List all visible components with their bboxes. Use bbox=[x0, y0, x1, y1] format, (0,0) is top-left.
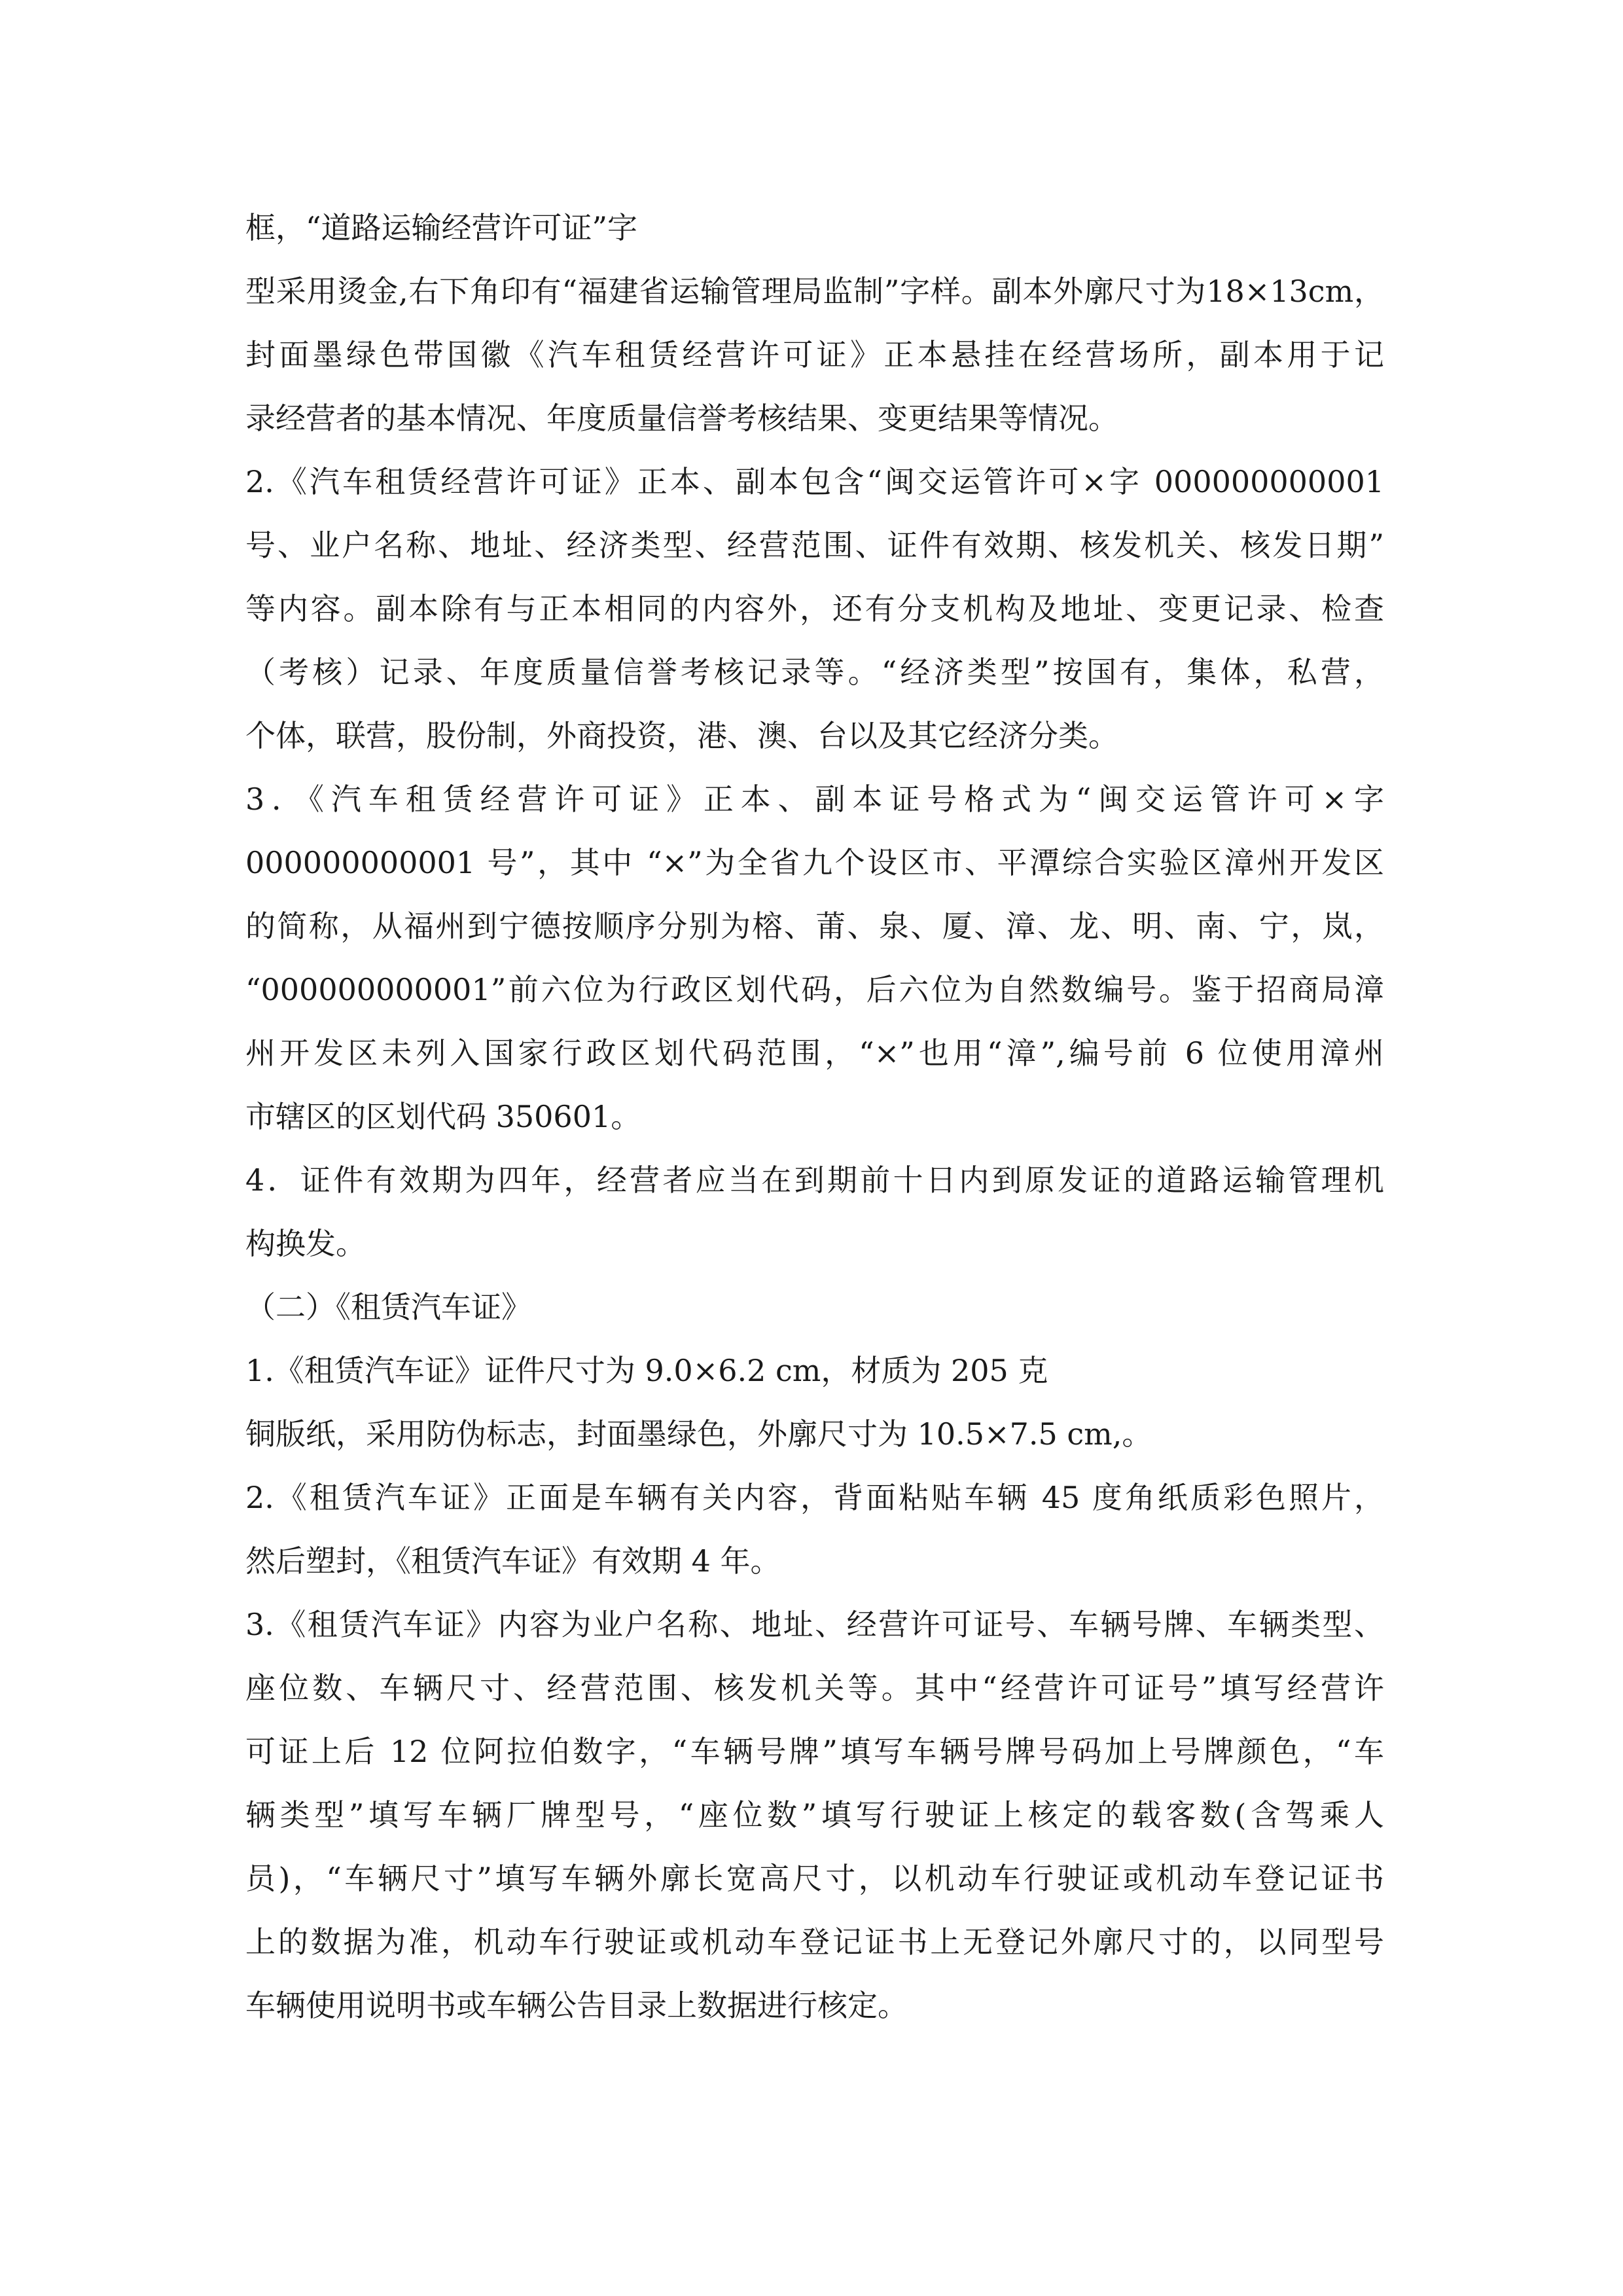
text-line: 号、业户名称、地址、经济类型、经营范围、证件有效期、核发机关、核发日期” bbox=[245, 528, 1384, 563]
text-line: 1.《租赁汽车证》证件尺寸为 9.0×6.2 cm，材质为 205 克 bbox=[245, 1353, 1048, 1388]
text-line: 3．《汽车租赁经营许可证》正本、副本证号格式为“闽交运管许可×字 bbox=[245, 781, 1384, 817]
text-line: （考核）记录、年度质量信誉考核记录等。“经济类型”按国有，集体，私营， bbox=[245, 655, 1384, 690]
text-line: 型采用烫金,右下角印有“福建省运输管理局监制”字样。副本外廓尺寸为18×13cm， bbox=[245, 274, 1384, 309]
text-line: 员)，“车辆尺寸”填写车辆外廓长宽高尺寸，以机动车行驶证或机动车登记证书 bbox=[245, 1861, 1384, 1896]
text-line: 铜版纸，采用防伪标志，封面墨绿色，外廓尺寸为 10.5×7.5 cm,。 bbox=[245, 1416, 1152, 1452]
text-line: 座位数、车辆尺寸、经营范围、核发机关等。其中“经营许可证号”填写经营许 bbox=[245, 1670, 1384, 1706]
section-heading: （二）《租赁汽车证》 bbox=[245, 1289, 531, 1325]
document-body bbox=[245, 196, 1384, 2037]
text-line: 000000000001 号”，其中 “×”为全省九个设区市、平潭综合实验区漳州开发区 bbox=[245, 845, 1384, 880]
text-line: 录经营者的基本情况、年度质量信誉考核结果、变更结果等情况。 bbox=[245, 401, 1118, 436]
text-line: 的简称，从福州到宁德按顺序分别为榕、莆、泉、厦、漳、龙、明、南、宁，岚， bbox=[245, 908, 1384, 944]
text-line: 2.《租赁汽车证》正面是车辆有关内容，背面粘贴车辆 45 度角纸质彩色照片， bbox=[245, 1480, 1384, 1515]
text-line: 个体，联营，股份制，外商投资，港、澳、台以及其它经济分类。 bbox=[245, 718, 1118, 753]
text-line: 州开发区未列入国家行政区划代码范围，“×”也用“漳”,编号前 6 位使用漳州 bbox=[245, 1035, 1384, 1071]
text-line: 可证上后 12 位阿拉伯数字，“车辆号牌”填写车辆号牌号码加上号牌颜色，“车 bbox=[245, 1734, 1384, 1769]
text-line: 封面墨绿色带国徽《汽车租赁经营许可证》正本悬挂在经营场所，副本用于记 bbox=[245, 337, 1384, 372]
text-line: 车辆使用说明书或车辆公告目录上数据进行核定。 bbox=[245, 1988, 908, 2023]
text-line: 辆类型”填写车辆厂牌型号，“座位数”填写行驶证上核定的载客数(含驾乘人 bbox=[245, 1797, 1384, 1833]
text-line: 2.《汽车租赁经营许可证》正本、副本包含“闽交运管许可×字 000000000001 bbox=[245, 464, 1384, 499]
text-line: 3.《租赁汽车证》内容为业户名称、地址、经营许可证号、车辆号牌、车辆类型、 bbox=[245, 1607, 1384, 1642]
text-line: 构换发。 bbox=[245, 1226, 366, 1261]
text-line: 上的数据为准，机动车行驶证或机动车登记证书上无登记外廓尺寸的，以同型号 bbox=[245, 1924, 1384, 1960]
text-line: 然后塑封，《租赁汽车证》有效期 4 年。 bbox=[245, 1543, 781, 1579]
text-line: 4．证件有效期为四年，经营者应当在到期前十日内到原发证的道路运输管理机 bbox=[245, 1162, 1384, 1198]
text-line: “000000000001”前六位为行政区划代码，后六位为自然数编号。鉴于招商局漳 bbox=[245, 972, 1384, 1007]
text-line: 市辖区的区划代码 350601。 bbox=[245, 1099, 641, 1134]
text-line: 等内容。副本除有与正本相同的内容外，还有分支机构及地址、变更记录、检查 bbox=[245, 591, 1384, 626]
text-line: 框，“道路运输经营许可证”字 bbox=[245, 210, 638, 245]
